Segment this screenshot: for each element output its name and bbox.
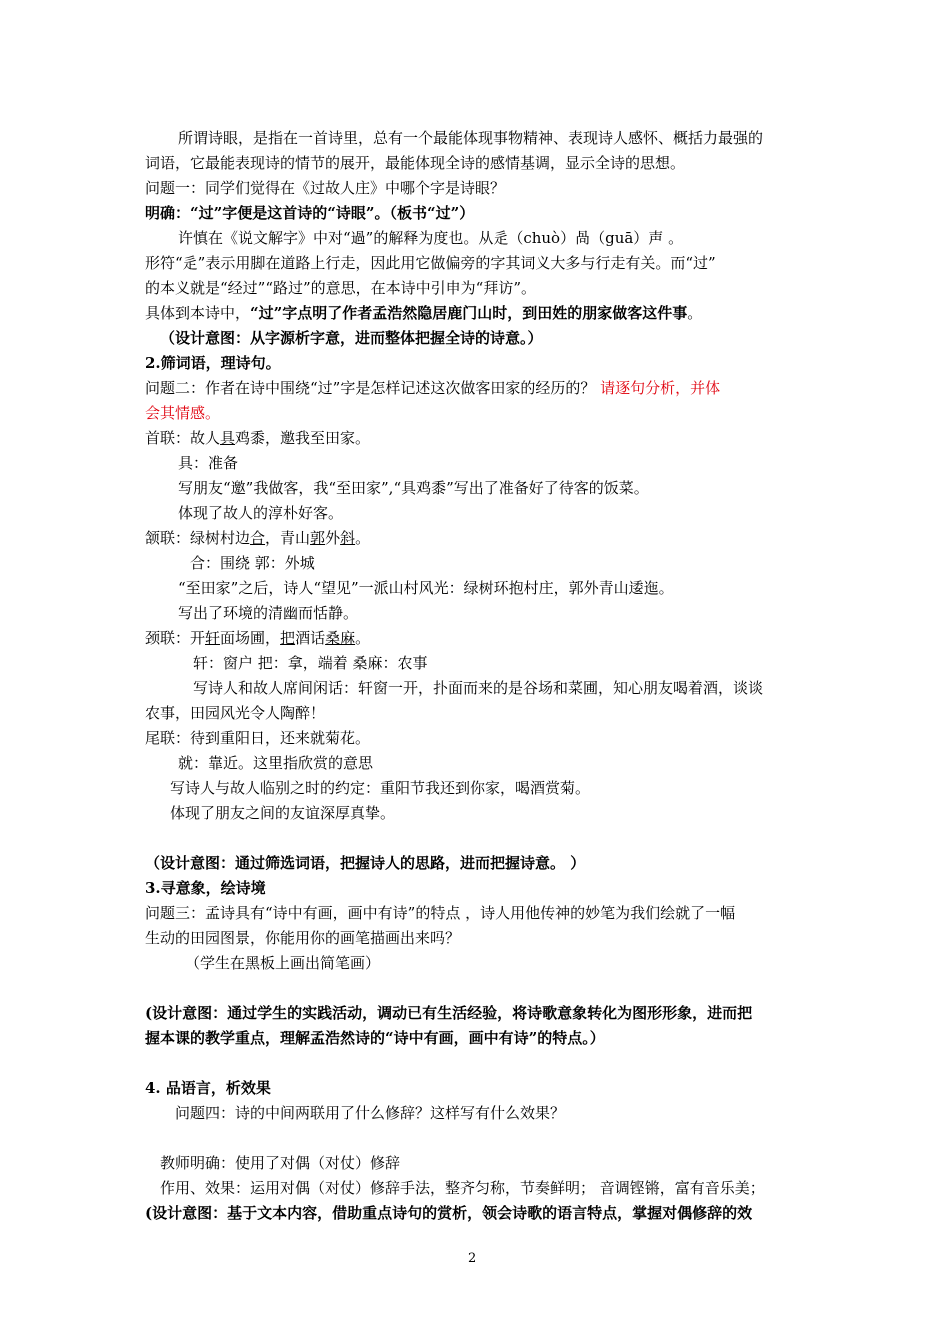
text-run: 。 xyxy=(687,304,703,322)
gloss-line: 具：准备 xyxy=(178,454,239,472)
paragraph-line: 体现了朋友之间的友谊深厚真挚。 xyxy=(170,804,396,822)
text-run: 。 xyxy=(355,529,371,547)
design-intent-note: （设计意图：从字源析字意，进而整体把握全诗的诗意。） xyxy=(160,329,543,347)
paragraph-line: 作用、效果：运用对偶（对仗）修辞手法，整齐匀称，节奏鲜明； 音调铿锵，富有音乐美； xyxy=(160,1179,765,1197)
paragraph-line: 农事，田园风光令人陶醉！ xyxy=(145,704,326,722)
text-run: ，青山 xyxy=(265,529,311,547)
paragraph-line: 写朋友“邀”我做客，我“至田家”,“具鸡黍”写出了准备好了待客的饭菜。 xyxy=(178,479,649,497)
paragraph-line: 的本义就是“经过”“路过”的意思，在本诗中引申为“拜访”。 xyxy=(145,279,537,297)
paragraph-line: 生动的田园图景，你能用你的画笔描画出来吗？ xyxy=(145,929,461,947)
underlined-word: 把 xyxy=(280,629,296,647)
underlined-word: 斜 xyxy=(340,529,356,547)
underlined-word: 郭 xyxy=(310,529,326,547)
text-run: 颈联：开 xyxy=(145,629,206,647)
page-number: 2 xyxy=(468,1251,477,1266)
underlined-word: 轩 xyxy=(205,629,221,647)
paragraph-line: 许慎在《说文解字》中对“過”的解释为度也。从辵（chuò）咼（guā）声 。 xyxy=(178,229,684,247)
underlined-word: 合 xyxy=(250,529,266,547)
text-run: 首联：故人 xyxy=(145,429,221,447)
couplet-line xyxy=(145,428,370,448)
couplet-line xyxy=(145,628,370,648)
design-intent-note: 握本课的教学重点，理解孟浩然诗的“诗中有画，画中有诗”的特点。） xyxy=(145,1029,605,1047)
design-intent-note: (设计意图：通过学生的实践活动，调动已有生活经验，将诗歌意象转化为图形形象，进而把 xyxy=(145,1004,753,1022)
gloss-line: 就：靠近。这里指欣赏的意思 xyxy=(178,754,374,772)
gloss-line: 合：围绕 郭：外城 xyxy=(190,554,315,572)
text-run: 鸡黍，邀我至田家。 xyxy=(235,429,371,447)
paragraph-line: 写出了环境的清幽而恬静。 xyxy=(178,604,359,622)
text-run: 。 xyxy=(355,629,371,647)
question-three: 问题三：孟诗具有“诗中有画，画中有诗”的特点 ，诗人用他传神的妙笔为我们绘就了一幅 xyxy=(145,904,736,922)
text-run: 颔联：绿树村边 xyxy=(145,529,251,547)
underlined-word: 具 xyxy=(220,429,236,447)
text-run: 面场圃， xyxy=(220,629,281,647)
text-run: 具体到本诗中， xyxy=(145,304,251,322)
answer-line: 明确：“过”字便是这首诗的“诗眼”。（板书“过”） xyxy=(145,204,475,222)
paragraph-line xyxy=(145,303,702,323)
question-two xyxy=(145,378,720,398)
section-heading: 2.筛词语，理诗句。 xyxy=(145,354,281,372)
couplet-line: 尾联：待到重阳日，还来就菊花。 xyxy=(145,729,371,747)
red-instruction: 请逐句分析，并体 xyxy=(600,379,721,397)
paragraph-line: 写诗人与故人临别之时的约定：重阳节我还到你家，喝酒赏菊。 xyxy=(170,779,591,797)
text-run: 酒话 xyxy=(295,629,326,647)
paragraph-line: 形符“辵”表示用脚在道路上行走，因此用它做偏旁的字其词义大多与行走有关。而“过” xyxy=(145,254,716,272)
paragraph-line: 写诗人和故人席间闲话：轩窗一开，扑面而来的是谷场和菜圃，知心朋友喝着酒，谈谈 xyxy=(193,679,764,697)
paragraph-line: （学生在黑板上画出简笔画） xyxy=(185,954,381,972)
design-intent-note: （设计意图：通过筛选词语，把握诗人的思路，进而把握诗意。 ） xyxy=(145,854,586,872)
text-run: 外 xyxy=(325,529,341,547)
bold-text-run: “过”字点明了作者孟浩然隐居鹿门山时，到田姓的朋家做客这件事 xyxy=(250,304,688,322)
red-instruction: 会其情感。 xyxy=(145,404,221,422)
question-one: 问题一：同学们觉得在《过故人庄》中哪个字是诗眼？ xyxy=(145,179,506,197)
underlined-word: 桑麻 xyxy=(325,629,356,647)
design-intent-note: (设计意图：基于文本内容，借助重点诗句的赏析，领会诗歌的语言特点，掌握对偶修辞的效 xyxy=(145,1204,753,1222)
paragraph-line: 教师明确：使用了对偶（对仗）修辞 xyxy=(160,1154,401,1172)
question-four: 问题四：诗的中间两联用了什么修辞？这样写有什么效果？ xyxy=(175,1104,566,1122)
section-heading: 3.寻意象，绘诗境 xyxy=(145,879,266,897)
paragraph-line: “至田家”之后，诗人“望见”一派山村风光：绿树环抱村庄，郭外青山逶迤。 xyxy=(178,579,674,597)
paragraph-line: 体现了故人的淳朴好客。 xyxy=(178,504,344,522)
paragraph-line: 所谓诗眼，是指在一首诗里，总有一个最能体现事物精神、表现诗人感怀、概括力最强的 xyxy=(178,129,764,147)
section-heading: 4. 品语言，析效果 xyxy=(145,1079,271,1097)
couplet-line xyxy=(145,528,370,548)
text-run: 问题二：作者在诗中围绕“过”字是怎样记述这次做客田家的经历的？ xyxy=(145,379,601,397)
paragraph-line: 词语，它最能表现诗的情节的展开，最能体现全诗的感情基调，显示全诗的思想。 xyxy=(145,154,686,172)
gloss-line: 轩：窗户 把：拿，端着 桑麻：农事 xyxy=(193,654,428,672)
